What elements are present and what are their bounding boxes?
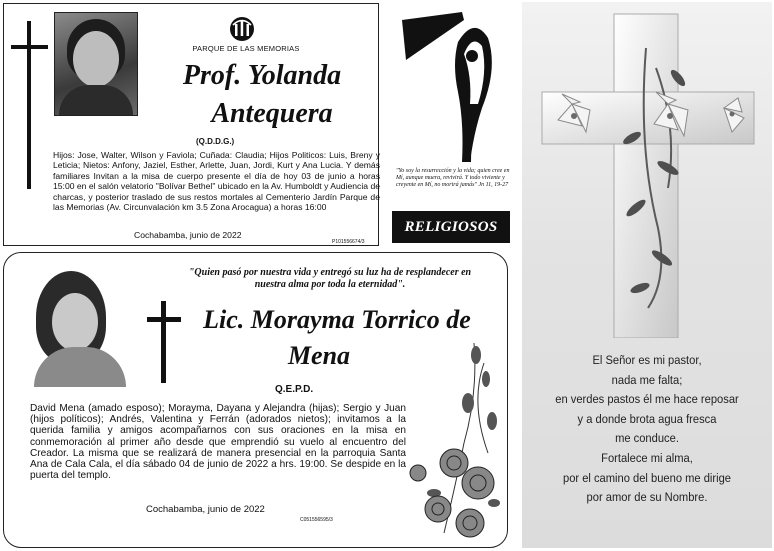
psalm-line: me conduce. [615,431,679,446]
ad-code: P101556674/3 [332,239,365,245]
psalm-line: nada me falta; [611,372,683,387]
ad-code: C051556595/3 [300,517,333,523]
notice-body-text: Hijos: Jose, Walter, Wilson y Faviola; Cuñada: Claudia; Hijos Politicos: Luis, Breny y Leticia; Nietos: Anfony, Jaziel, Esther, Arlette, Juan, Jordi, Kurt y Ana Lucia. Y demás familiares Invitan a la misa de cuerpo presente el día de hoy 03 de junio a horas 15:00 en el salón velatorio "Bolívar Bethel" ubicado en la Av. Humboldt y Audiencia de charcas, y posterior traslado de sus restos mortales al Cementerio Jardín Parque de las Memorias (Av. Circunvalación km 3.5 Zona Arocagua) a horas 16:00 [53,150,380,213]
deceased-name-line1: Lic. Morayma Torrico de [203,305,471,334]
funeral-home-brand: PARQUE DE LAS MEMORIAS [192,44,300,53]
section-label-religiosos: RELIGIOSOS [392,211,510,243]
deceased-name-line1: Prof. Yolanda [182,60,342,91]
psalm-line: Fortalece mi alma, [601,450,693,465]
psalm-line: en verdes pastos él me hace reposar [555,392,739,407]
scripture-quote: "Yo soy la resurrección y la vida; quien cree en Mí, aunque muera, revivirá. Y todo viviente y creyente en Mí, no morirá jamás" Jn 11, 19-27 [396,168,510,189]
virgin-mary-icon [398,12,502,167]
rip-abbreviation: (Q.D.D.G.) [196,137,235,146]
place-date: Cochabamba, junio de 2022 [146,504,265,515]
psalm-panel [522,2,772,548]
portrait-photo [54,12,138,116]
psalm-line: por el camino del bueno me dirige [562,470,731,485]
psalm-text [522,351,772,508]
rip-abbreviation: Q.E.P.D. [275,384,314,395]
obituary-notice-antequera [3,3,379,246]
psalm-line: y a donde brota agua fresca [577,411,717,426]
notice-body-text: David Mena (amado esposo); Morayma, Dayana y Alejandra (hijas); Sergio y Juan (hijos políticos); Andrés, Valentina y Ferrán (adorados nietos); invitamos a la querida familia y amigos acompañarnos con sus oraciones en la misa en conmemoración al primer año desde que emprendió su vuelo al encuentro del Creador. La misma que se realizará de manera presencial en la parroquia Santa Ana de Cala Cala, el día sábado 04 de junio de 2022 a hrs. 19:00. Se despide en la puerta del templo. [30,403,406,482]
psalm-line: El Señor es mi pastor, [592,353,702,367]
psalm-line: por amor de su Nombre. [586,490,708,505]
portrait-photo [28,267,128,387]
lily-flowers-icon [528,8,768,338]
deceased-name-line2: Mena [287,341,351,370]
parque-memorias-logo-icon [226,16,258,42]
obituary-notice-torrico [3,252,508,548]
memorial-quote: "Quien pasó por nuestra vida y entregó su luz ha de resplandecer en nuestra alma por toda la eternidad". [188,267,472,290]
rose-bouquet-icon [404,333,508,547]
place-date: Cochabamba, junio de 2022 [134,230,242,240]
deceased-name-line2: Antequera [211,98,333,129]
